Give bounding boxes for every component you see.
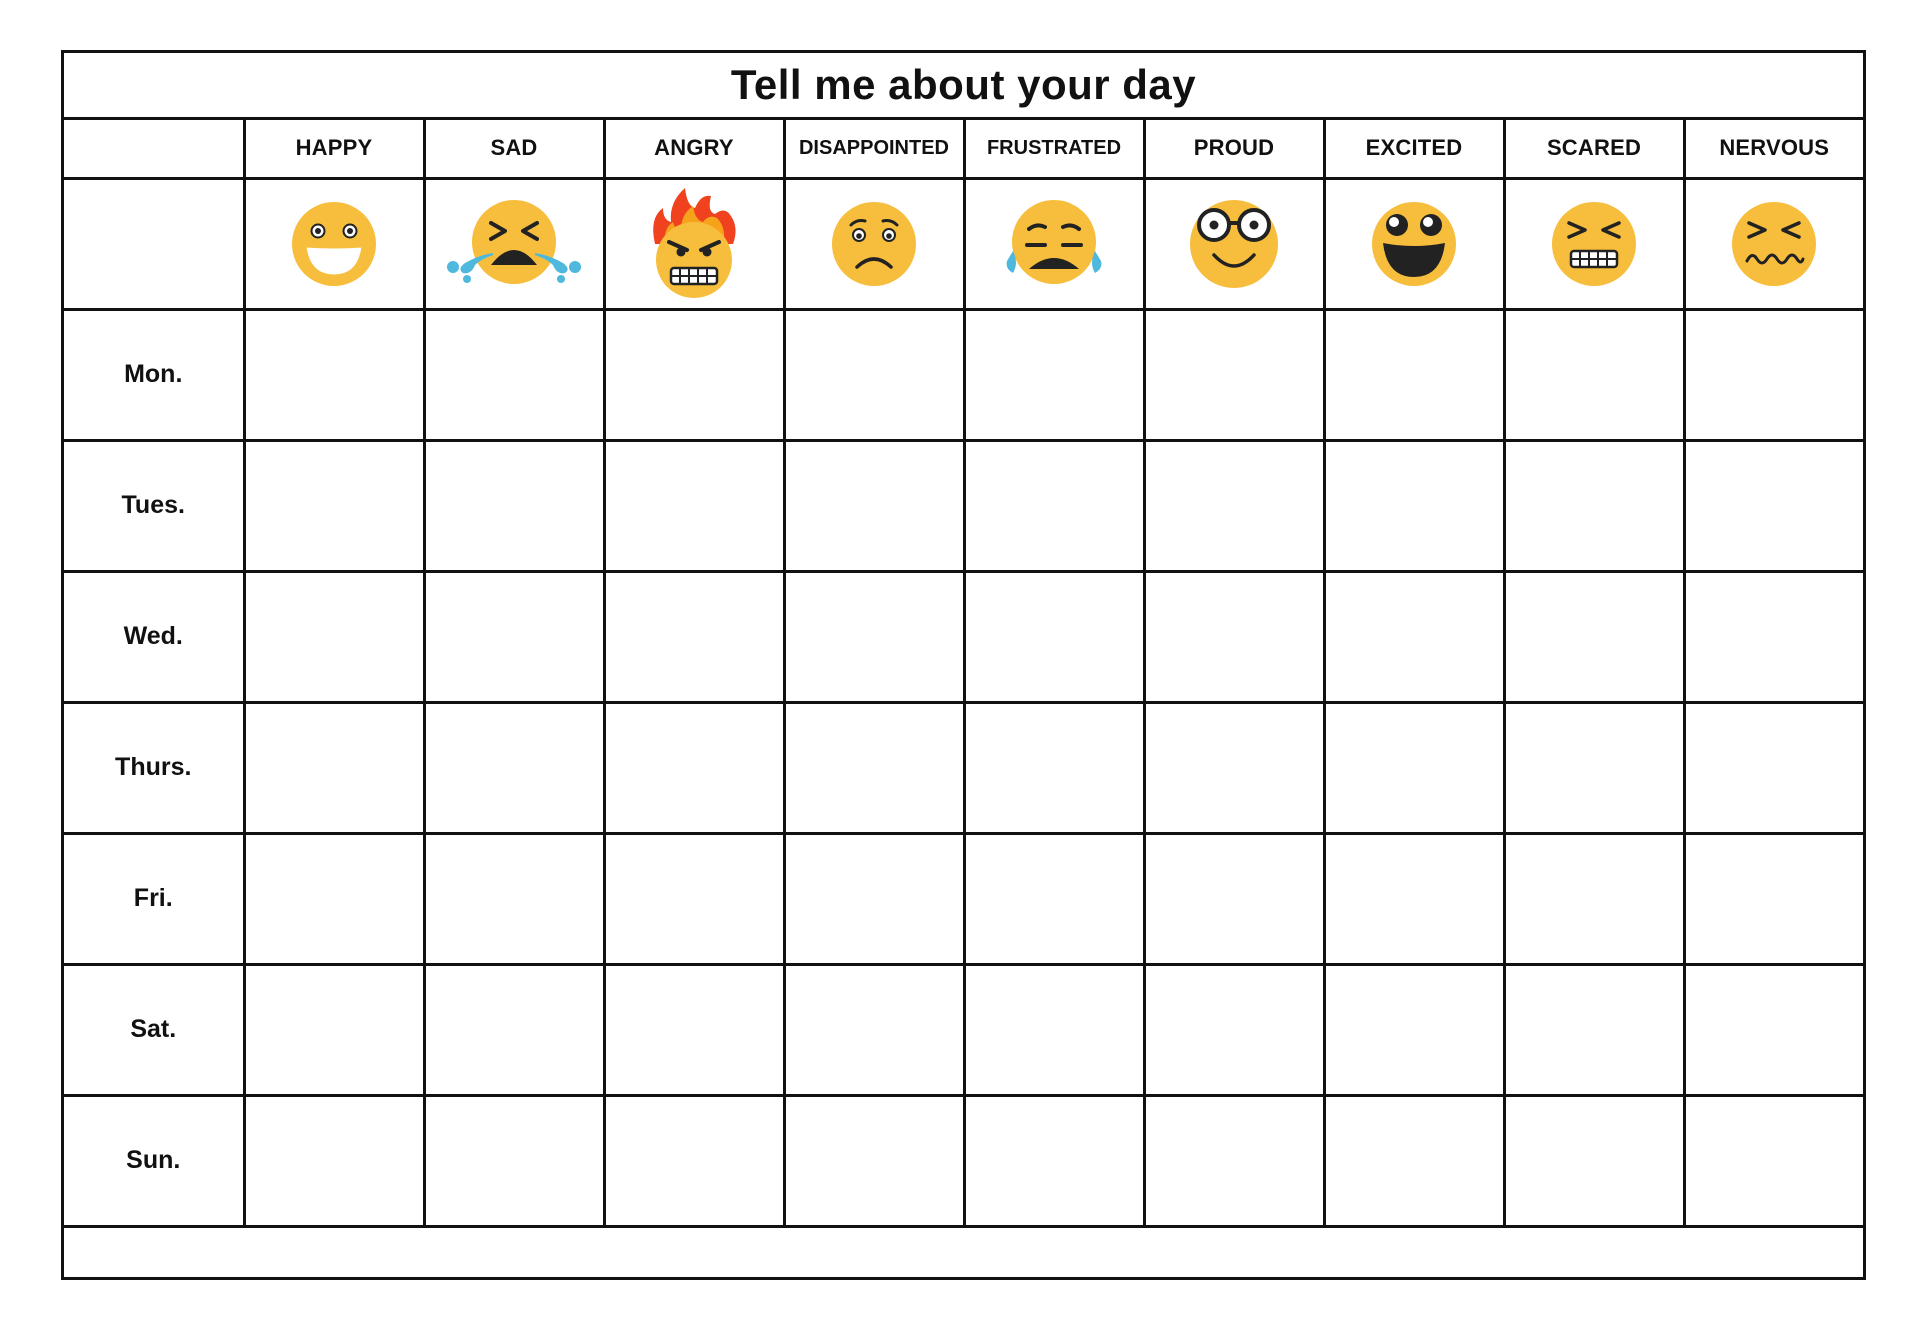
mark-cell[interactable] [604, 964, 784, 1095]
mark-cell[interactable] [1504, 571, 1684, 702]
mark-cell[interactable] [1504, 833, 1684, 964]
emotion-header-excited: EXCITED [1324, 120, 1504, 178]
mark-cell[interactable] [1324, 571, 1504, 702]
day-row-wed [64, 571, 1863, 702]
emoji-cell-sad [424, 178, 604, 309]
mark-cell[interactable] [244, 833, 424, 964]
mark-cell[interactable] [1684, 440, 1863, 571]
nervous-wavy-mouth-face-icon [1719, 189, 1829, 299]
mark-cell[interactable] [1684, 833, 1863, 964]
emotion-chart-sheet [61, 50, 1866, 1280]
emotion-header-disappointed: DISAPPOINTED [784, 120, 964, 178]
mark-cell[interactable] [1684, 571, 1863, 702]
mark-cell[interactable] [1324, 702, 1504, 833]
mark-cell[interactable] [964, 1095, 1144, 1226]
mark-cell[interactable] [1144, 964, 1324, 1095]
mark-cell[interactable] [1144, 702, 1324, 833]
day-row-thurs [64, 702, 1863, 833]
mark-cell[interactable] [1144, 309, 1324, 440]
mark-cell[interactable] [604, 440, 784, 571]
mark-cell[interactable] [784, 571, 964, 702]
day-label: Mon. [64, 309, 244, 440]
mark-cell[interactable] [784, 440, 964, 571]
mark-cell[interactable] [604, 833, 784, 964]
day-label: Sat. [64, 964, 244, 1095]
mark-cell[interactable] [1684, 1095, 1863, 1226]
day-label: Fri. [64, 833, 244, 964]
emoji-cell-proud [1144, 178, 1324, 309]
mark-cell[interactable] [1324, 833, 1504, 964]
mark-cell[interactable] [964, 833, 1144, 964]
emotion-header-sad: SAD [424, 120, 604, 178]
day-row-fri [64, 833, 1863, 964]
mark-cell[interactable] [604, 702, 784, 833]
angry-fire-face-icon [639, 184, 749, 304]
day-row-tues [64, 440, 1863, 571]
mark-cell[interactable] [244, 964, 424, 1095]
day-label: Thurs. [64, 702, 244, 833]
mark-cell[interactable] [604, 1095, 784, 1226]
footer-row [64, 1226, 1863, 1276]
day-row-sun [64, 1095, 1863, 1226]
happy-face-icon [264, 189, 404, 299]
mark-cell[interactable] [964, 440, 1144, 571]
emoji-cell-frustrated [964, 178, 1144, 309]
mark-cell[interactable] [1324, 440, 1504, 571]
mark-cell[interactable] [424, 440, 604, 571]
emotion-header-scared: SCARED [1504, 120, 1684, 178]
mark-cell[interactable] [244, 440, 424, 571]
mark-cell[interactable] [964, 702, 1144, 833]
mark-cell[interactable] [424, 964, 604, 1095]
day-label: Tues. [64, 440, 244, 571]
mark-cell[interactable] [784, 309, 964, 440]
mark-cell[interactable] [1504, 702, 1684, 833]
mark-cell[interactable] [1324, 964, 1504, 1095]
mark-cell[interactable] [244, 702, 424, 833]
mark-cell[interactable] [1684, 309, 1863, 440]
day-label: Wed. [64, 571, 244, 702]
emoji-row [64, 178, 1863, 309]
day-row-sat [64, 964, 1863, 1095]
proud-glasses-face-icon [1174, 189, 1294, 299]
emotion-header-nervous: NERVOUS [1684, 120, 1863, 178]
mark-cell[interactable] [244, 571, 424, 702]
excited-face-icon [1359, 189, 1469, 299]
mark-cell[interactable] [424, 1095, 604, 1226]
frustrated-crying-face-icon [989, 189, 1119, 299]
mark-cell[interactable] [1684, 964, 1863, 1095]
emotion-grid [64, 120, 1863, 1276]
emoji-row-label-cell [64, 178, 244, 309]
emoji-cell-scared [1504, 178, 1684, 309]
emotion-header-proud: PROUD [1144, 120, 1324, 178]
mark-cell[interactable] [1324, 309, 1504, 440]
scared-grimace-face-icon [1539, 189, 1649, 299]
mark-cell[interactable] [784, 702, 964, 833]
mark-cell[interactable] [1504, 1095, 1684, 1226]
mark-cell[interactable] [1144, 571, 1324, 702]
mark-cell[interactable] [1504, 440, 1684, 571]
mark-cell[interactable] [784, 964, 964, 1095]
emotion-header-angry: ANGRY [604, 120, 784, 178]
emoji-cell-happy [244, 178, 424, 309]
mark-cell[interactable] [1144, 1095, 1324, 1226]
mark-cell[interactable] [244, 309, 424, 440]
day-row-mon [64, 309, 1863, 440]
mark-cell[interactable] [964, 571, 1144, 702]
mark-cell[interactable] [424, 702, 604, 833]
mark-cell[interactable] [424, 571, 604, 702]
mark-cell[interactable] [244, 1095, 424, 1226]
mark-cell[interactable] [1504, 964, 1684, 1095]
mark-cell[interactable] [604, 571, 784, 702]
sad-crying-face-icon [439, 189, 589, 299]
mark-cell[interactable] [604, 309, 784, 440]
mark-cell[interactable] [784, 833, 964, 964]
mark-cell[interactable] [784, 1095, 964, 1226]
emoji-cell-excited [1324, 178, 1504, 309]
emoji-cell-nervous [1684, 178, 1863, 309]
mark-cell[interactable] [424, 833, 604, 964]
emotion-header-frustrated: FRUSTRATED [964, 120, 1144, 178]
mark-cell[interactable] [1504, 309, 1684, 440]
mark-cell[interactable] [1144, 833, 1324, 964]
day-label: Sun. [64, 1095, 244, 1226]
disappointed-face-icon [819, 189, 929, 299]
corner-cell [64, 120, 244, 178]
emoji-cell-disappointed [784, 178, 964, 309]
emotion-header-happy: HAPPY [244, 120, 424, 178]
mark-cell[interactable] [964, 309, 1144, 440]
emoji-cell-angry [604, 178, 784, 309]
mark-cell[interactable] [1324, 1095, 1504, 1226]
footer-cell [64, 1226, 1863, 1276]
mark-cell[interactable] [1684, 702, 1863, 833]
emotion-header-row [64, 120, 1863, 178]
page-title: Tell me about your day [64, 53, 1863, 120]
mark-cell[interactable] [964, 964, 1144, 1095]
mark-cell[interactable] [1144, 440, 1324, 571]
mark-cell[interactable] [424, 309, 604, 440]
